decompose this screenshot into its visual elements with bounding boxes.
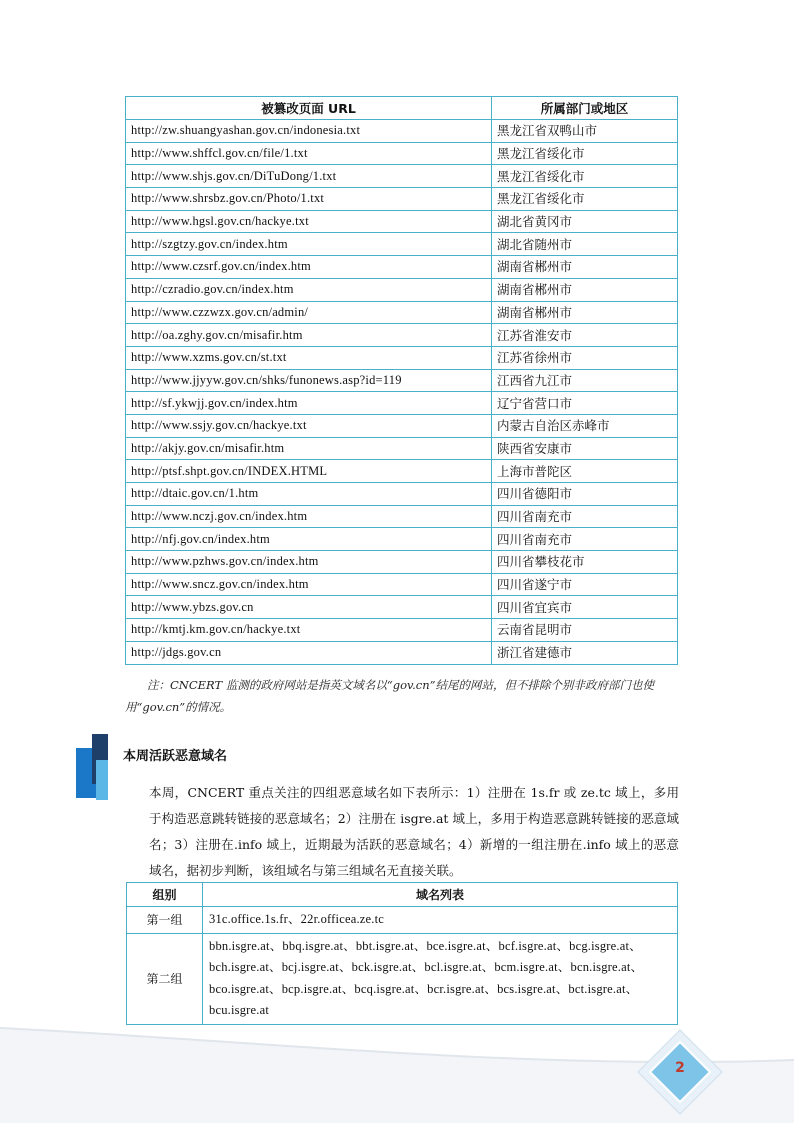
- url-cell: http://oa.zghy.gov.cn/misafir.htm: [126, 324, 492, 347]
- table-row: [126, 165, 678, 188]
- table-row: [126, 301, 678, 324]
- url-cell: http://www.pzhws.gov.cn/index.htm: [126, 551, 492, 574]
- group-cell: 第一组: [127, 907, 203, 934]
- region-cell: 四川省遂宁市: [492, 573, 678, 596]
- table-row: [126, 505, 678, 528]
- region-cell: 湖南省郴州市: [492, 301, 678, 324]
- region-cell: 辽宁省营口市: [492, 392, 678, 415]
- table-row: [126, 528, 678, 551]
- table-row: [126, 596, 678, 619]
- defaced-url-table: [125, 96, 678, 665]
- table-row: [126, 324, 678, 347]
- table-row: [127, 907, 678, 934]
- region-cell: 内蒙古自治区赤峰市: [492, 414, 678, 437]
- region-cell: 四川省宜宾市: [492, 596, 678, 619]
- url-cell: http://www.shffcl.gov.cn/file/1.txt: [126, 142, 492, 165]
- url-cell: http://www.xzms.gov.cn/st.txt: [126, 346, 492, 369]
- url-cell: http://zw.shuangyashan.gov.cn/indonesia.txt: [126, 120, 492, 143]
- table-row: [126, 483, 678, 506]
- url-cell: http://sf.ykwjj.gov.cn/index.htm: [126, 392, 492, 415]
- url-cell: http://www.hgsl.gov.cn/hackye.txt: [126, 210, 492, 233]
- url-cell: http://www.shrsbz.gov.cn/Photo/1.txt: [126, 188, 492, 211]
- table-row: [126, 414, 678, 437]
- region-cell: 江苏省淮安市: [492, 324, 678, 347]
- table-row: [126, 346, 678, 369]
- column-header-group: 组别: [127, 883, 203, 907]
- url-cell: http://akjy.gov.cn/misafir.htm: [126, 437, 492, 460]
- url-cell: http://www.ssjy.gov.cn/hackye.txt: [126, 414, 492, 437]
- table-row: [126, 392, 678, 415]
- table-row: [126, 142, 678, 165]
- table-row: [126, 188, 678, 211]
- note-line-2: 用“gov.cn”的情况。: [125, 700, 232, 714]
- table-row: [126, 437, 678, 460]
- url-cell: http://www.shjs.gov.cn/DiTuDong/1.txt: [126, 165, 492, 188]
- url-cell: http://dtaic.gov.cn/1.htm: [126, 483, 492, 506]
- domain-list-cell: 31c.office.1s.fr、22r.officea.ze.tc: [203, 907, 678, 934]
- region-cell: 四川省南充市: [492, 505, 678, 528]
- table-note: [125, 674, 680, 718]
- page-number: 2: [675, 1060, 685, 1076]
- region-cell: 江苏省徐州市: [492, 346, 678, 369]
- section-paragraph: [123, 780, 679, 884]
- region-cell: 黑龙江省双鸭山市: [492, 120, 678, 143]
- table-row: [126, 573, 678, 596]
- note-line-1: 注：CNCERT 监测的政府网站是指英文域名以“gov.cn”结尾的网站，但不排除个别非政府部门也使: [147, 678, 655, 692]
- table-row: [126, 233, 678, 256]
- section-title: 本周活跃恶意域名: [123, 749, 228, 764]
- table-row: [126, 551, 678, 574]
- region-cell: 黑龙江省绥化市: [492, 142, 678, 165]
- table-header-row: [127, 883, 678, 907]
- url-cell: http://kmtj.km.gov.cn/hackye.txt: [126, 619, 492, 642]
- domain-list-cell: bbn.isgre.at、bbq.isgre.at、bbt.isgre.at、bce.isgre.at、bcf.isgre.at、bcg.isgre.at、bch.isgre.at、bcj.isgre.at、bck.isgre.at、bcl.isgre.at、bcm.isgre.at、bcn.isgre.at、bco.isgre.at、bcp.isgre.at、bcq.isgre.at、bcr.isgre.at、bcs.isgre.at、bct.isgre.at、bcu.isgre.at: [203, 933, 678, 1024]
- region-cell: 浙江省建德市: [492, 641, 678, 664]
- table-header-row: [126, 97, 678, 120]
- region-cell: 湖南省郴州市: [492, 278, 678, 301]
- region-cell: 陕西省安康市: [492, 437, 678, 460]
- paragraph-text: 本周，CNCERT 重点关注的四组恶意域名如下表所示：1）注册在 1s.fr 或 ze.tc 域上，多用于构造恶意跳转链接的恶意域名；2）注册在 isgre.at 域上，多用于构造恶意跳转链接的恶意域名；3）注册在.info 域上，近期最为活跃的恶意域名；4）新增的一组注册在.info 域上的恶意域名，据初步判断，该组域名与第三组域名无直接关联。: [149, 785, 679, 878]
- url-cell: http://www.ybzs.gov.cn: [126, 596, 492, 619]
- section-decor-block: [96, 760, 108, 800]
- url-cell: http://jdgs.gov.cn: [126, 641, 492, 664]
- table-row: [126, 256, 678, 279]
- group-cell: 第二组: [127, 933, 203, 1024]
- region-cell: 云南省昆明市: [492, 619, 678, 642]
- region-cell: 四川省攀枝花市: [492, 551, 678, 574]
- column-header-region: 所属部门或地区: [492, 97, 678, 120]
- table-row: [126, 120, 678, 143]
- table-row: [126, 619, 678, 642]
- region-cell: 黑龙江省绥化市: [492, 165, 678, 188]
- region-cell: 黑龙江省绥化市: [492, 188, 678, 211]
- table-row: [126, 278, 678, 301]
- region-cell: 湖北省随州市: [492, 233, 678, 256]
- url-cell: http://www.nczj.gov.cn/index.htm: [126, 505, 492, 528]
- table-row: [126, 641, 678, 664]
- column-header-domains: 域名列表: [203, 883, 678, 907]
- region-cell: 四川省德阳市: [492, 483, 678, 506]
- region-cell: 湖北省黄冈市: [492, 210, 678, 233]
- url-cell: http://czradio.gov.cn/index.htm: [126, 278, 492, 301]
- region-cell: 江西省九江市: [492, 369, 678, 392]
- region-cell: 四川省南充市: [492, 528, 678, 551]
- table-row: [126, 460, 678, 483]
- url-cell: http://nfj.gov.cn/index.htm: [126, 528, 492, 551]
- url-cell: http://www.czzwzx.gov.cn/admin/: [126, 301, 492, 324]
- column-header-url: 被篡改页面 URL: [126, 97, 492, 120]
- url-cell: http://www.sncz.gov.cn/index.htm: [126, 573, 492, 596]
- url-cell: http://ptsf.shpt.gov.cn/INDEX.HTML: [126, 460, 492, 483]
- url-cell: http://www.czsrf.gov.cn/index.htm: [126, 256, 492, 279]
- url-cell: http://www.jjyyw.gov.cn/shks/funonews.asp?id=119: [126, 369, 492, 392]
- url-cell: http://szgtzy.gov.cn/index.htm: [126, 233, 492, 256]
- region-cell: 湖南省郴州市: [492, 256, 678, 279]
- region-cell: 上海市普陀区: [492, 460, 678, 483]
- table-row: [126, 369, 678, 392]
- table-row: [126, 210, 678, 233]
